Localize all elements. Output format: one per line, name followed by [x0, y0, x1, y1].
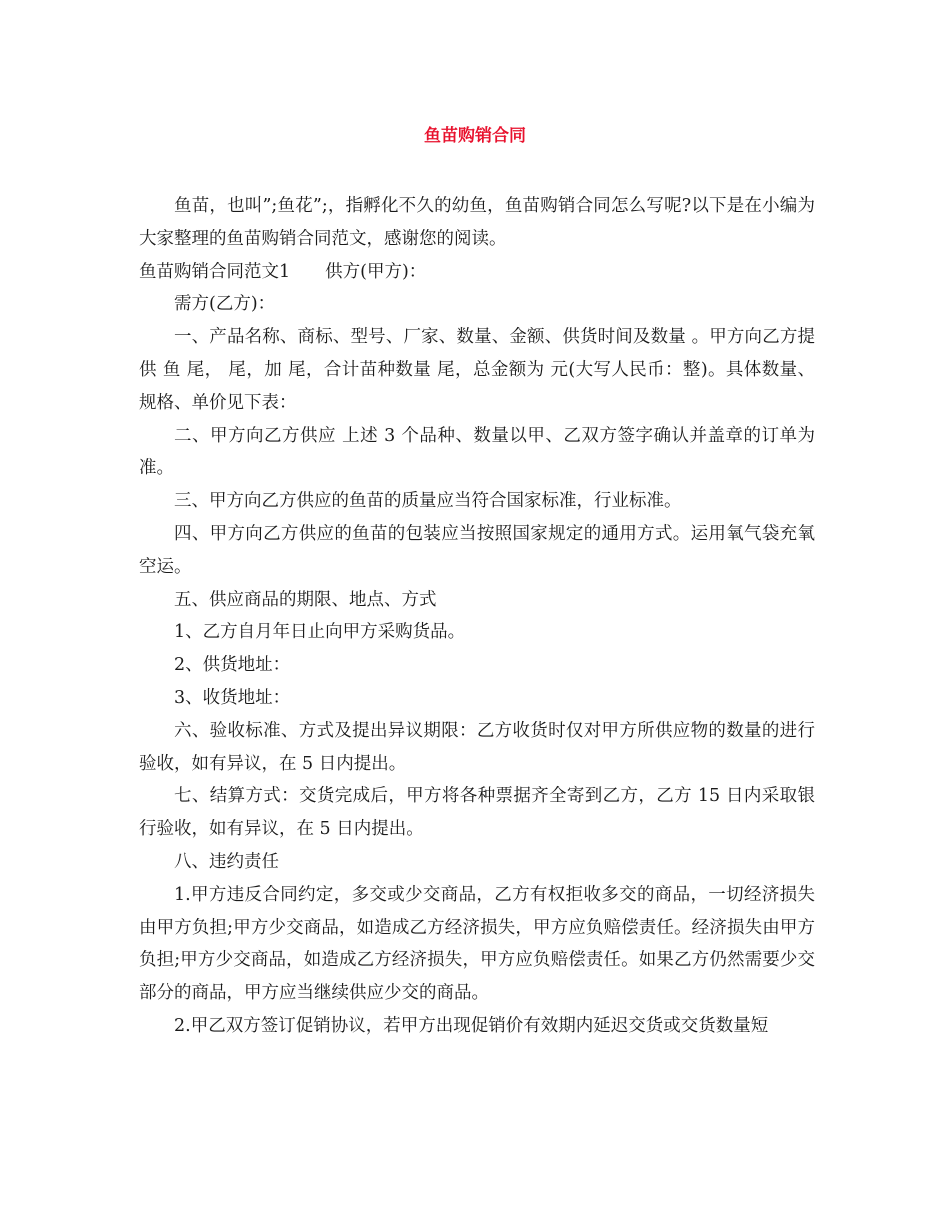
paragraph-clause-2: 二、甲方向乙方供应 上述 3 个品种、数量以甲、乙双方签字确认并盖章的订单为准。	[139, 425, 815, 479]
paragraph-clause-5-item-1: 1、乙方自月年日止向甲方采购货品。	[174, 622, 466, 643]
paragraph-clause-5-item-3: 3、收货地址：	[174, 687, 291, 708]
paragraph-template-heading: 鱼苗购销合同范文1 供方(甲方)：	[139, 261, 427, 282]
document-title: 鱼苗购销合同	[424, 126, 526, 146]
paragraph-clause-5: 五、供应商品的期限、地点、方式	[174, 589, 437, 610]
paragraph-clause-1: 一、产品名称、商标、型号、厂家、数量、金额、供货时间及数量 。甲方向乙方提供 鱼 尾， 尾，加 尾，合计苗种数量 尾，总金额为 元(大写人民币：整)。具体数量、规格、单价见下表：	[139, 327, 815, 413]
document-body	[139, 190, 815, 1043]
paragraph-clause-5-item-2: 2、供货地址：	[174, 655, 291, 676]
paragraph-intro: 鱼苗，也叫”;鱼花”;，指孵化不久的幼鱼，鱼苗购销合同怎么写呢?以下是在小编为大家整理的鱼苗购销合同范文，感谢您的阅读。	[139, 196, 815, 249]
paragraph-buyer: 需方(乙方)：	[174, 294, 276, 315]
paragraph-clause-8: 八、违约责任	[174, 851, 279, 872]
paragraph-clause-4: 四、甲方向乙方供应的鱼苗的包装应当按照国家规定的通用方式。运用氧气袋充氧空运。	[139, 523, 815, 577]
paragraph-clause-8-item-1: 1.甲方违反合同约定，多交或少交商品，乙方有权拒收多交的商品，一切经济损失由甲方负担;甲方少交商品，如造成乙方经济损失，甲方应负赔偿责任。经济损失由甲方负担;甲方少交商品，如造成乙方经济损失，甲方应负赔偿责任。如果乙方仍然需要少交部分的商品，甲方应当继续供应少交的商品。	[139, 884, 815, 1004]
paragraph-clause-7: 七、结算方式：交货完成后，甲方将各种票据齐全寄到乙方，乙方 15 日内采取银行验收，如有异议，在 5 日内提出。	[139, 786, 815, 840]
paragraph-clause-3: 三、甲方向乙方供应的鱼苗的质量应当符合国家标准，行业标准。	[174, 491, 682, 512]
paragraph-clause-8-item-2: 2.甲乙双方签订促销协议，若甲方出现促销价有效期内延迟交货或交货数量短	[174, 1015, 769, 1036]
paragraph-clause-6: 六、验收标准、方式及提出异议期限：乙方收货时仅对甲方所供应物的数量的进行验收，如有异议，在 5 日内提出。	[139, 720, 815, 774]
